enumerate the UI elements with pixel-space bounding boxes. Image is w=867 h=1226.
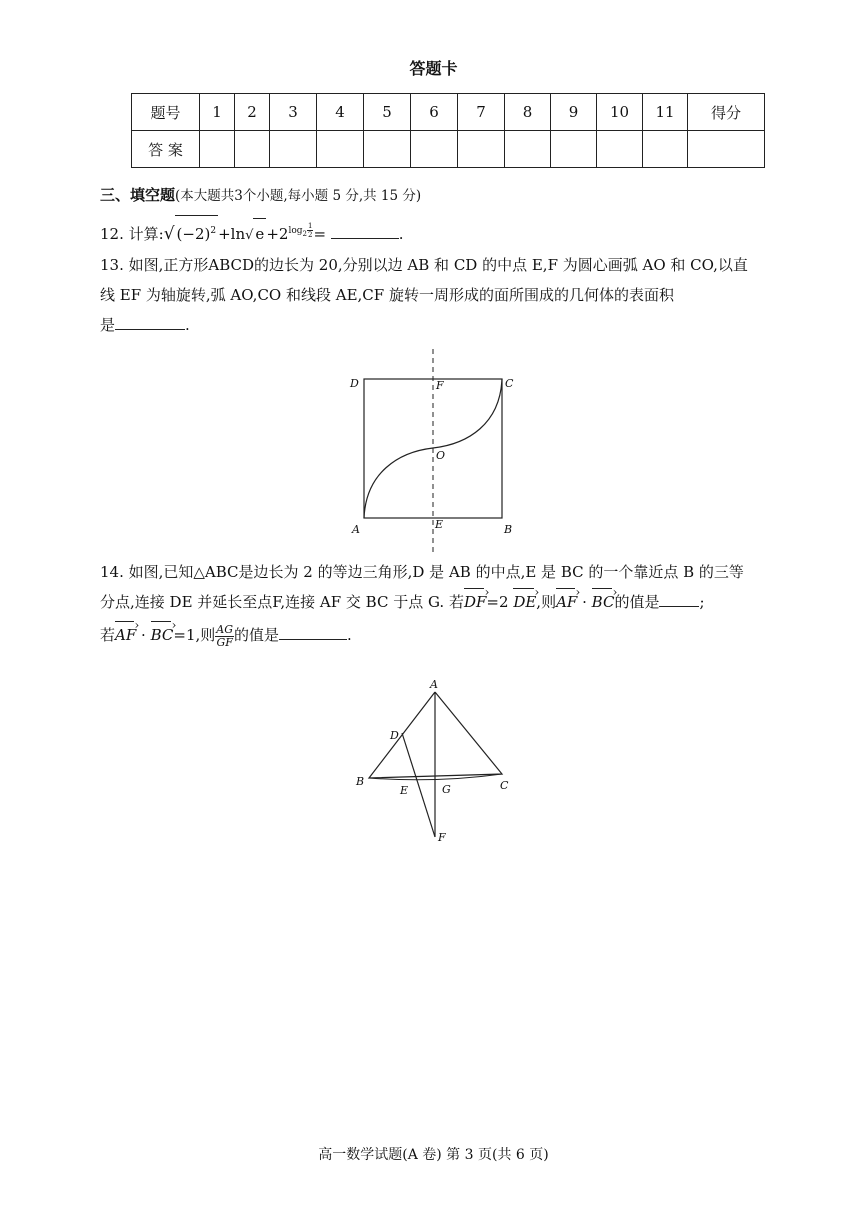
answer-cell-10[interactable] bbox=[597, 131, 643, 168]
answer-cell-11[interactable] bbox=[643, 131, 688, 168]
q14-value-is: 的值是 bbox=[614, 593, 660, 611]
q14-line-3 bbox=[100, 620, 744, 650]
answer-cell-1[interactable] bbox=[200, 131, 235, 168]
q14-answer-blank-2[interactable] bbox=[279, 625, 347, 640]
q12-answer-blank[interactable] bbox=[331, 224, 399, 239]
q12-exp-den: 2 bbox=[307, 231, 313, 239]
label-c: C bbox=[500, 779, 509, 792]
number-cell: 5 bbox=[364, 94, 411, 131]
section-title: 三、填空题 bbox=[100, 186, 176, 204]
number-cell: 2 bbox=[235, 94, 270, 131]
q12-two: +2 bbox=[266, 225, 289, 243]
q12-equals: = bbox=[313, 225, 327, 243]
q13-prefix: 是 bbox=[100, 316, 116, 334]
label-e: E bbox=[435, 518, 444, 531]
q12-exp-num: 1 bbox=[307, 222, 313, 230]
q13-answer-blank[interactable] bbox=[115, 315, 185, 330]
q12-radicand: (−2) bbox=[176, 225, 211, 243]
label-a: A bbox=[430, 678, 438, 691]
section-note: (本大题共3个小题,每小题 5 分,共 15 分) bbox=[175, 188, 422, 204]
answer-cell-4[interactable] bbox=[317, 131, 364, 168]
q14-eq1: =1,则 bbox=[173, 626, 216, 644]
number-cell: 7 bbox=[458, 94, 505, 131]
question-number-row bbox=[132, 94, 765, 131]
number-cell: 10 bbox=[597, 94, 643, 131]
fraction-ag-gf bbox=[215, 624, 234, 649]
fraction-denominator: GF bbox=[216, 635, 233, 649]
answer-row bbox=[132, 131, 765, 168]
label-c: C bbox=[505, 377, 514, 390]
page-footer: 高一数学试题(A 卷) 第 3 页(共 6 页) bbox=[318, 1147, 549, 1163]
number-cell: 1 bbox=[200, 94, 235, 131]
number-cell: 9 bbox=[551, 94, 597, 131]
q14-semicolon: ; bbox=[699, 593, 705, 611]
fraction-numerator: AG bbox=[216, 622, 234, 636]
vector-bc: BC › bbox=[151, 620, 174, 650]
q12-end: . bbox=[398, 225, 404, 243]
q14-end: . bbox=[347, 626, 352, 644]
q13-line-3 bbox=[100, 310, 748, 340]
label-a: A bbox=[352, 523, 360, 536]
q12-prefix: 12. 计算: bbox=[100, 225, 164, 243]
q12-sqrt-e: e bbox=[253, 218, 266, 249]
label-f: F bbox=[438, 831, 446, 844]
q14-value-is-2: 的值是 bbox=[234, 626, 280, 644]
label-e: E bbox=[400, 784, 409, 797]
score-header-cell: 得分 bbox=[688, 94, 765, 131]
number-cell: 4 bbox=[317, 94, 364, 131]
question-14 bbox=[100, 557, 744, 650]
q12-ln: +ln bbox=[218, 225, 246, 243]
label-d: D bbox=[350, 377, 359, 390]
q12-exponent bbox=[288, 222, 313, 239]
answer-cell-2[interactable] bbox=[235, 131, 270, 168]
answer-cell-3[interactable] bbox=[270, 131, 317, 168]
section-heading bbox=[100, 184, 421, 205]
q14-line-2-text: 分点,连接 DE 并延长至点F,连接 AF 交 BC 于点 G. 若 bbox=[100, 593, 464, 611]
answer-card-title: 答题卡 bbox=[409, 59, 458, 78]
vector-af: AF › bbox=[556, 587, 577, 617]
score-cell[interactable] bbox=[688, 131, 765, 168]
vector-bc: BC › bbox=[592, 587, 615, 617]
q14-eq2: =2 bbox=[486, 593, 509, 611]
label-g: G bbox=[442, 783, 451, 796]
q14-ruo: 若 bbox=[100, 626, 116, 644]
dot-product: · bbox=[141, 626, 146, 644]
answer-cell-6[interactable] bbox=[411, 131, 458, 168]
vector-df: DF › bbox=[464, 587, 486, 617]
answer-card-table bbox=[131, 93, 765, 168]
vector-af: AF › bbox=[115, 620, 136, 650]
q12-log-base: 2 bbox=[302, 229, 307, 238]
number-cell: 3 bbox=[270, 94, 317, 131]
label-b: B bbox=[504, 523, 513, 536]
dot-product: · bbox=[582, 593, 587, 611]
label-d: D bbox=[390, 729, 399, 742]
answer-label-cell: 答 案 bbox=[132, 131, 200, 168]
question-13 bbox=[100, 250, 748, 340]
q12-radicand-power: 2 bbox=[210, 226, 217, 236]
header-cell: 题号 bbox=[132, 94, 200, 131]
number-cell: 8 bbox=[505, 94, 551, 131]
answer-cell-7[interactable] bbox=[458, 131, 505, 168]
q14-figure bbox=[350, 675, 520, 850]
q14-line-2 bbox=[100, 587, 744, 617]
number-cell: 6 bbox=[411, 94, 458, 131]
q13-line-2: 线 EF 为轴旋转,弧 AO,CO 和线段 AE,CF 旋转一周形成的面所围成的几何体的表面积 bbox=[100, 286, 674, 304]
label-b: B bbox=[356, 775, 365, 788]
q13-line-1: 13. 如图,正方形ABCD的边长为 20,分别以边 AB 和 CD 的中点 E,F 为圆心画弧 AO 和 CO,以直 bbox=[100, 256, 748, 274]
label-f: F bbox=[436, 379, 444, 392]
answer-cell-5[interactable] bbox=[364, 131, 411, 168]
question-12: 12. 计算:√ $(-2)^2 +\ln√$ $e +2^{log_2 \frac{1}{2}}$ = . bbox=[100, 215, 404, 251]
q14-then: ,则 bbox=[536, 593, 557, 611]
q13-end: . bbox=[185, 316, 190, 334]
answer-cell-8[interactable] bbox=[505, 131, 551, 168]
q13-figure bbox=[340, 345, 530, 555]
q14-line-1: 14. 如图,已知△ABC是边长为 2 的等边三角形,D 是 AB 的中点,E 是 BC 的一个靠近点 B 的三等 bbox=[100, 563, 744, 581]
vector-de: DE › bbox=[513, 587, 536, 617]
q12-log: log bbox=[288, 226, 303, 236]
q12-radical bbox=[175, 215, 219, 249]
q14-answer-blank-1[interactable] bbox=[659, 592, 699, 607]
number-cell: 11 bbox=[643, 94, 688, 131]
answer-cell-9[interactable] bbox=[551, 131, 597, 168]
label-o: O bbox=[436, 449, 446, 462]
